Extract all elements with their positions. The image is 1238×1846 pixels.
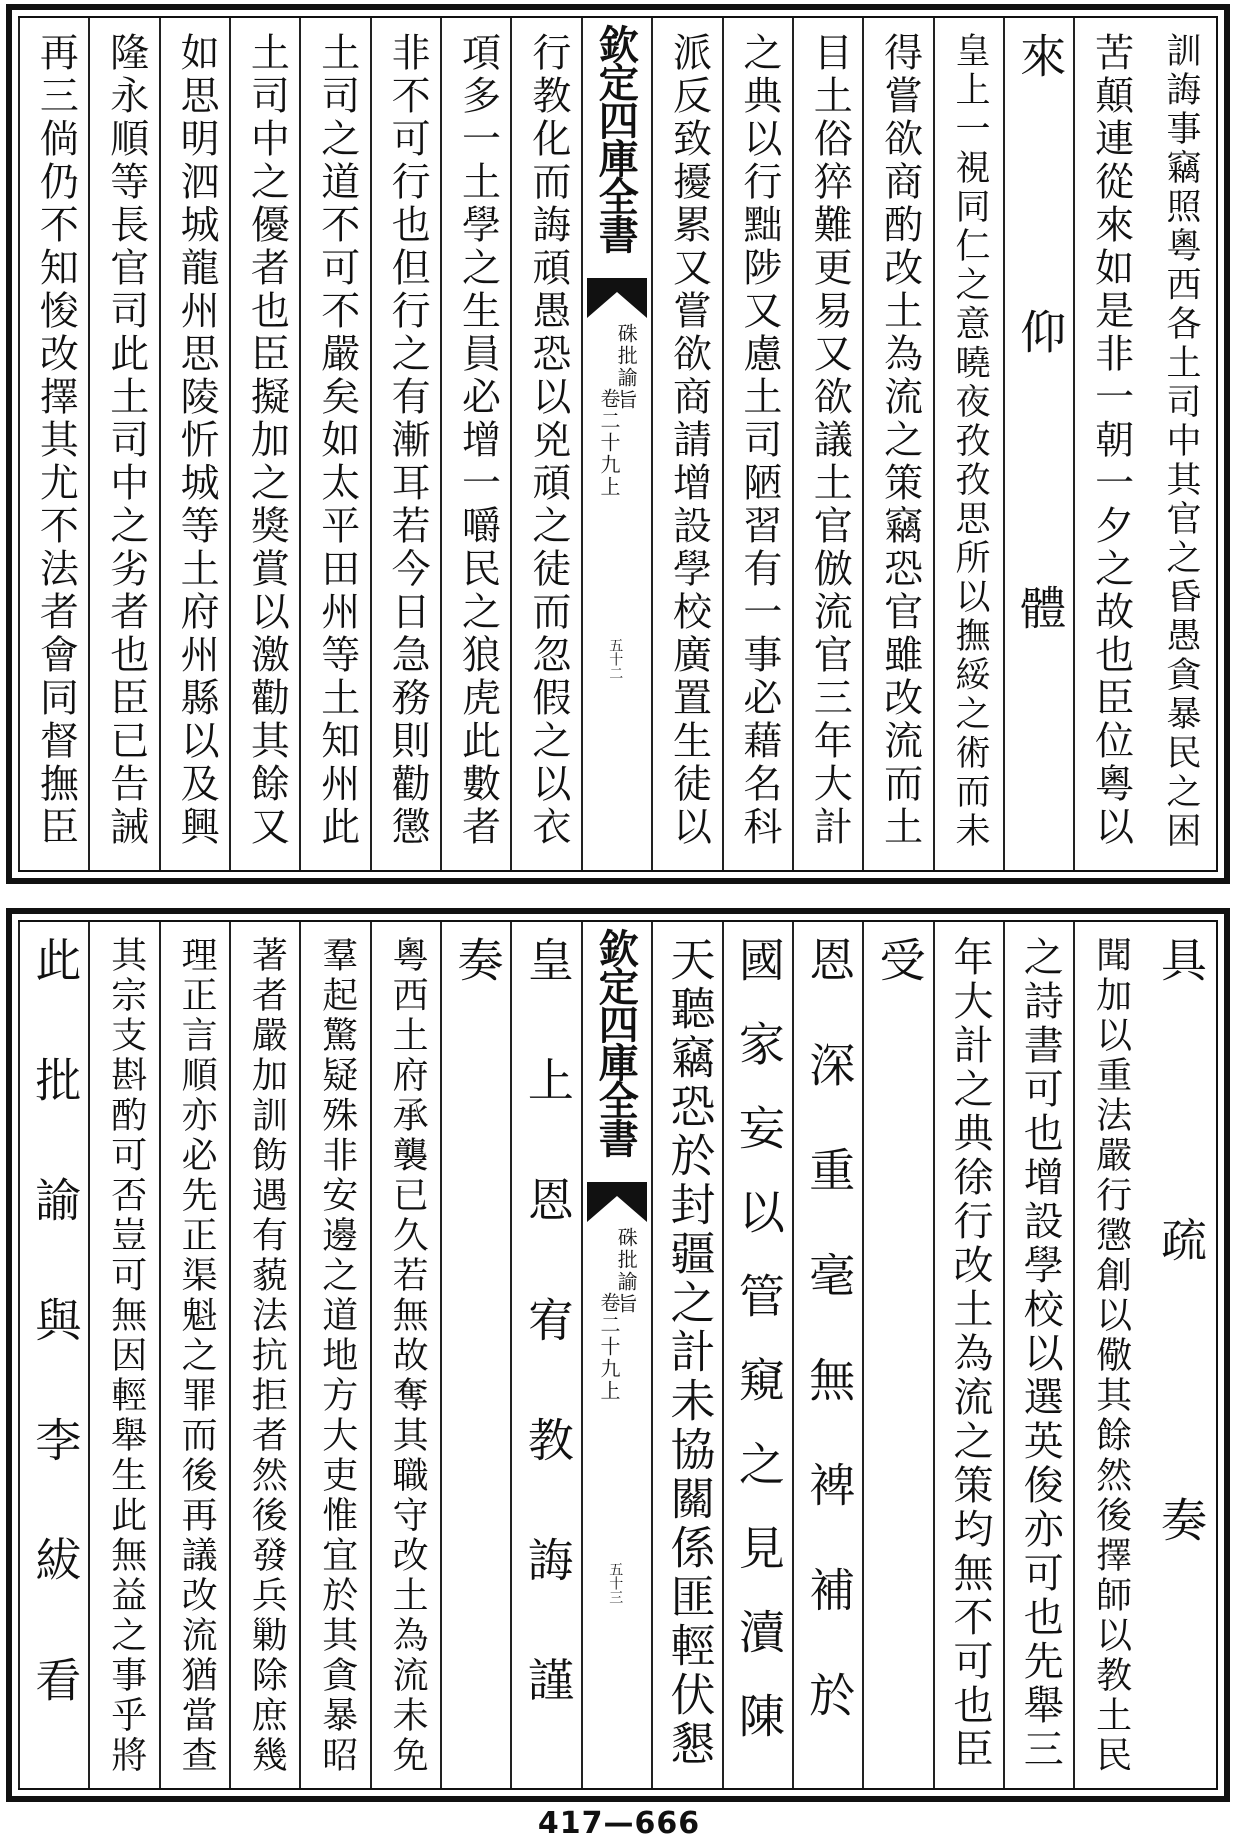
bottom-column-text: 年大計之典徐行改土為流之策均無不可也臣 xyxy=(946,936,993,1772)
bottom-column-text: 粵西土府承襲已久若無故奪其職守改土為流未免 xyxy=(387,936,429,1776)
top-column-text: 非不可行也但行之有漸耳若今日急務則勸懲 xyxy=(385,32,431,849)
top-column-text: 土司中之優者也臣擬加之獎賞以激勸其餘又 xyxy=(244,32,290,849)
bottom-sub-title: 硃批諭旨 xyxy=(614,1227,639,1315)
top-text-column xyxy=(651,18,723,870)
bottom-text-column xyxy=(862,922,934,1788)
top-column-text: 行教化而誨頑愚恐以兇頑之徒而忽假之以衣 xyxy=(525,32,571,849)
top-text-column xyxy=(722,18,794,870)
top-text-column xyxy=(1146,18,1216,870)
bottom-column-text: 奏 xyxy=(450,936,505,1778)
top-page-frame xyxy=(6,4,1230,884)
top-column-text: 目土俗猝難更易又欲議土官倣流官三年大計 xyxy=(807,32,853,849)
bottom-text-column xyxy=(299,922,371,1788)
top-column-text: 訓誨事竊照粵西各土司中其官之昏愚貪暴民之困 xyxy=(1161,32,1201,851)
bottom-text-column xyxy=(18,922,90,1788)
bottom-column-text: 恩深重毫無裨補於 xyxy=(802,936,857,1776)
bottom-text-column xyxy=(510,922,582,1788)
bottom-text-column xyxy=(792,922,864,1788)
top-text-column xyxy=(1003,18,1075,870)
top-volume-label: 卷二十九上 xyxy=(597,388,622,498)
bottom-text-column xyxy=(651,922,723,1788)
top-text-column xyxy=(792,18,864,870)
bottom-column-text: 理正言順亦必先正渠魁之罪而後再議改流猶當查 xyxy=(176,936,218,1776)
bottom-page-text-area xyxy=(18,920,1218,1790)
bottom-fishtail-mark xyxy=(587,1182,647,1222)
top-column-text: 派反致擾累又嘗欲商請增設學校廣置生徒以 xyxy=(666,32,712,849)
bottom-book-title: 欽定四庫全書 xyxy=(592,928,640,1156)
top-column-text: 隆永順等長官司此土司中之劣者也臣已告誡 xyxy=(103,32,149,849)
bottom-text-column xyxy=(440,922,512,1788)
bottom-volume-label: 卷二十九上 xyxy=(597,1292,622,1402)
bottom-column-text: 聞加以重法嚴行懲創以儆其餘然後擇師以教土民 xyxy=(1090,936,1132,1776)
bottom-text-column xyxy=(1146,922,1216,1788)
top-text-column xyxy=(229,18,301,870)
top-column-text: 來仰體 xyxy=(1013,32,1068,860)
bottom-column-text: 具疏奏 xyxy=(1154,936,1208,1776)
top-text-column xyxy=(933,18,1005,870)
bottom-text-column xyxy=(1003,922,1075,1788)
bottom-column-text: 天聽竊恐於封疆之計未協關係匪輕伏懇 xyxy=(662,936,716,1769)
top-text-column xyxy=(510,18,582,870)
top-fishtail-mark xyxy=(587,278,647,318)
top-text-column xyxy=(88,18,160,870)
top-sub-title: 硃批諭旨 xyxy=(614,323,639,411)
bottom-column-text: 其宗支斟酌可否豈可無因輕舉生此無益之事乎將 xyxy=(105,936,147,1776)
bottom-text-column xyxy=(88,922,160,1788)
top-column-text: 之典以行黜陟又慮土司陋習有一事必藉名科 xyxy=(736,32,782,849)
bottom-text-column xyxy=(159,922,231,1788)
top-text-column xyxy=(299,18,371,870)
bottom-leaf-number: 五十三 xyxy=(607,1562,624,1604)
bottom-text-column xyxy=(370,922,442,1788)
top-column-text: 苦顛連從來如是非一朝一夕之故也臣位粵以 xyxy=(1088,32,1134,849)
bottom-text-column xyxy=(722,922,794,1788)
bottom-column-text: 國家妄以管窺之見瀆陳 xyxy=(731,936,786,1776)
top-text-column xyxy=(159,18,231,870)
top-center-column xyxy=(581,18,653,870)
top-text-column xyxy=(370,18,442,870)
top-column-text: 土司之道不可不嚴矣如太平田州等土知州此 xyxy=(314,32,360,849)
top-column-text: 如思明泗城龍州思陵忻城等土府州縣以及興 xyxy=(174,32,220,849)
bottom-page-frame xyxy=(6,908,1230,1802)
top-column-text: 皇上一視同仁之意曉夜孜孜思所以撫綏之術而未 xyxy=(949,32,990,851)
bottom-text-column xyxy=(1073,922,1145,1788)
top-text-column xyxy=(440,18,512,870)
bottom-column-text: 之詩書可也增設學校以選英俊亦可也先舉三 xyxy=(1017,936,1064,1772)
bottom-text-column xyxy=(933,922,1005,1788)
bottom-text-column xyxy=(229,922,301,1788)
bottom-column-text: 受 xyxy=(872,936,927,1778)
page-number-footer: 417—666 xyxy=(537,1806,701,1841)
bottom-column-text: 皇上恩宥教誨謹 xyxy=(520,936,575,1776)
bottom-column-text: 羣起驚疑殊非安邊之道地方大吏惟宜於其貪暴昭 xyxy=(316,936,358,1776)
top-column-text: 再三倘仍不知悛改擇其尤不法者會同督撫臣 xyxy=(33,32,79,849)
top-column-text: 項多一土學之生員必增一嚼民之狼虎此數者 xyxy=(455,32,501,849)
top-text-column xyxy=(18,18,90,870)
top-page-text-area xyxy=(18,16,1218,872)
bottom-center-column xyxy=(581,922,653,1788)
bottom-column-text: 此批諭與李紱看 xyxy=(28,936,83,1776)
top-column-text: 得嘗欲商酌改土為流之策竊恐官雖改流而土 xyxy=(877,32,923,849)
top-text-column xyxy=(862,18,934,870)
top-leaf-number: 五十二 xyxy=(607,638,624,680)
top-text-column xyxy=(1073,18,1145,870)
top-book-title: 欽定四庫全書 xyxy=(592,24,640,252)
bottom-column-text: 著者嚴加訓飭遇有藐法抗拒者然後發兵勦除庶幾 xyxy=(246,936,288,1776)
